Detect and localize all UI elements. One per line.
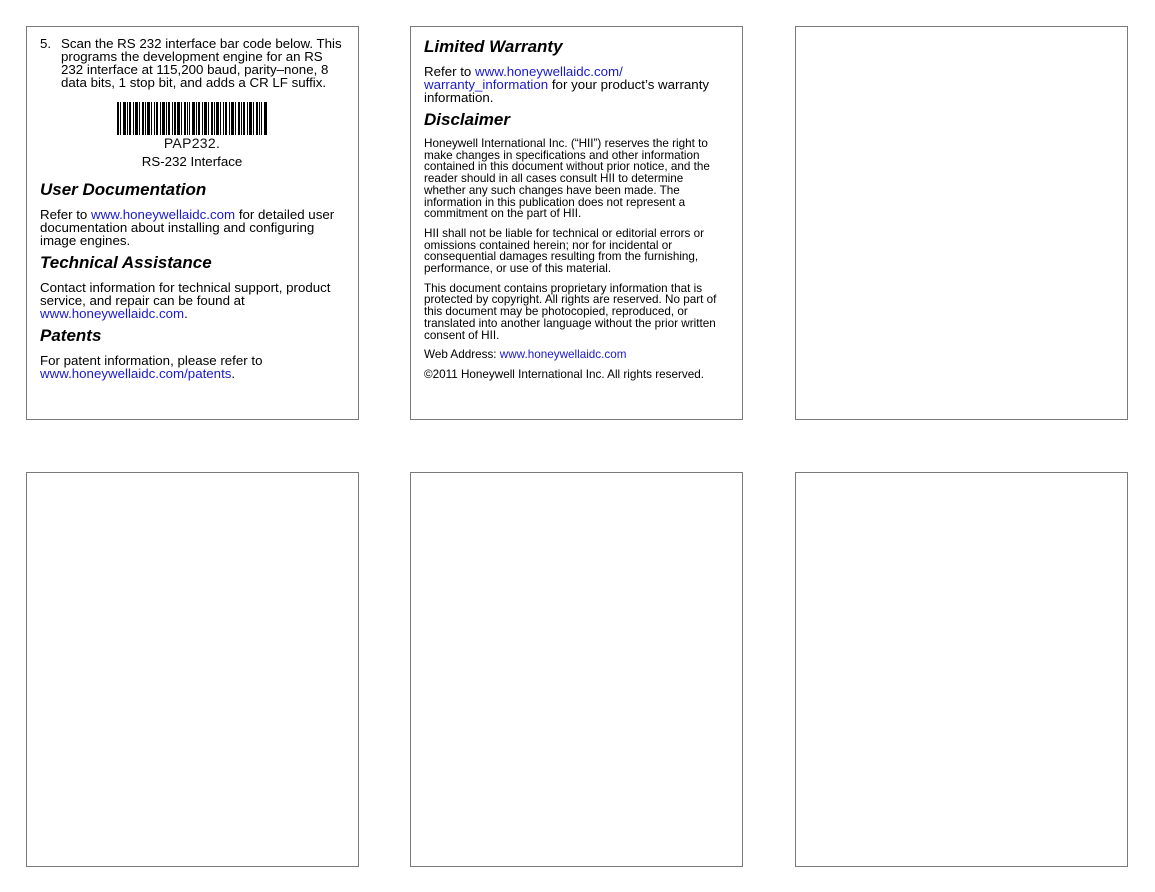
warranty-paragraph <box>424 65 728 104</box>
user-doc-text-post: for detailed user documentation about installing and configuring image engines. <box>40 207 335 248</box>
barcode-block <box>40 102 344 169</box>
disclaimer-paragraph-3: This document contains proprietary information that is protected by copyright. All rights are reserved. No part of this document may be photocopied, reproduced, or translated into another language without the prior written consent of HII. <box>424 281 717 342</box>
tech-assist-paragraph <box>40 281 344 320</box>
warranty-link[interactable]: www.honeywellaidc.com/ warranty_information <box>424 64 623 92</box>
tech-assist-link[interactable]: www.honeywellaidc.com <box>40 306 185 321</box>
barcode-image[interactable] <box>117 102 267 135</box>
barcode-code: PAP232. <box>163 135 221 151</box>
disclaimer-paragraph-1: Honeywell International Inc. (“HII”) reserves the right to make changes in specifications and other information contained in this document without prior notice, and the reader should in all cases consult HII to determine whether any such changes have been made. The information in this publication does not represent a commitment on the part of HII. <box>424 137 710 221</box>
disclaimer-paragraph-2: HII shall not be liable for technical or editorial errors or omissions contained herein; nor for incidental or consequential damages resulting from the furnishing, performance, or use of this material. <box>424 226 704 276</box>
page-panel-1 <box>26 26 359 420</box>
step-number: 5. <box>40 36 52 51</box>
warranty-text-post: for your product’s warranty information. <box>424 77 710 105</box>
tech-assist-text-pre: Contact information for technical support, product service, and repair can be found at <box>40 280 331 308</box>
user-doc-text-pre: Refer to <box>40 207 91 222</box>
copyright-line: ©2011 Honeywell International Inc. All rights reserved. <box>424 367 704 381</box>
user-doc-paragraph <box>40 208 344 247</box>
web-address-link[interactable]: www.honeywellaidc.com <box>499 348 627 362</box>
page-panel-4 <box>26 472 359 867</box>
patents-heading: Patents <box>40 326 102 345</box>
warranty-text-pre: Refer to <box>424 64 475 79</box>
barcode-caption: RS-232 Interface <box>141 154 243 169</box>
patents-link[interactable]: www.honeywellaidc.com/patents <box>40 366 232 381</box>
step-5 <box>40 37 344 89</box>
page-panel-2 <box>410 26 743 420</box>
web-address-line <box>424 349 728 361</box>
page-panel-3 <box>795 26 1128 420</box>
tech-assist-heading: Technical Assistance <box>40 253 212 272</box>
page-panel-6 <box>795 472 1128 867</box>
disclaimer-heading: Disclaimer <box>424 110 510 129</box>
tech-assist-text-post: . <box>184 306 188 321</box>
web-address-label: Web Address: <box>424 348 500 362</box>
patents-text-post: . <box>231 366 236 381</box>
user-doc-heading: User Documentation <box>40 180 207 199</box>
page-panel-5 <box>410 472 743 867</box>
patents-text-pre: For patent information, please refer to <box>40 353 263 368</box>
warranty-heading: Limited Warranty <box>424 37 563 56</box>
user-doc-link[interactable]: www.honeywellaidc.com <box>91 207 236 222</box>
step-text: Scan the RS 232 interface bar code below. This programs the development engine for an RS 232 interface at 115,200 baud, parity–none, 8 data bits, 1 stop bit, and adds a CR LF suffix. <box>61 36 342 90</box>
patents-paragraph <box>40 354 344 380</box>
